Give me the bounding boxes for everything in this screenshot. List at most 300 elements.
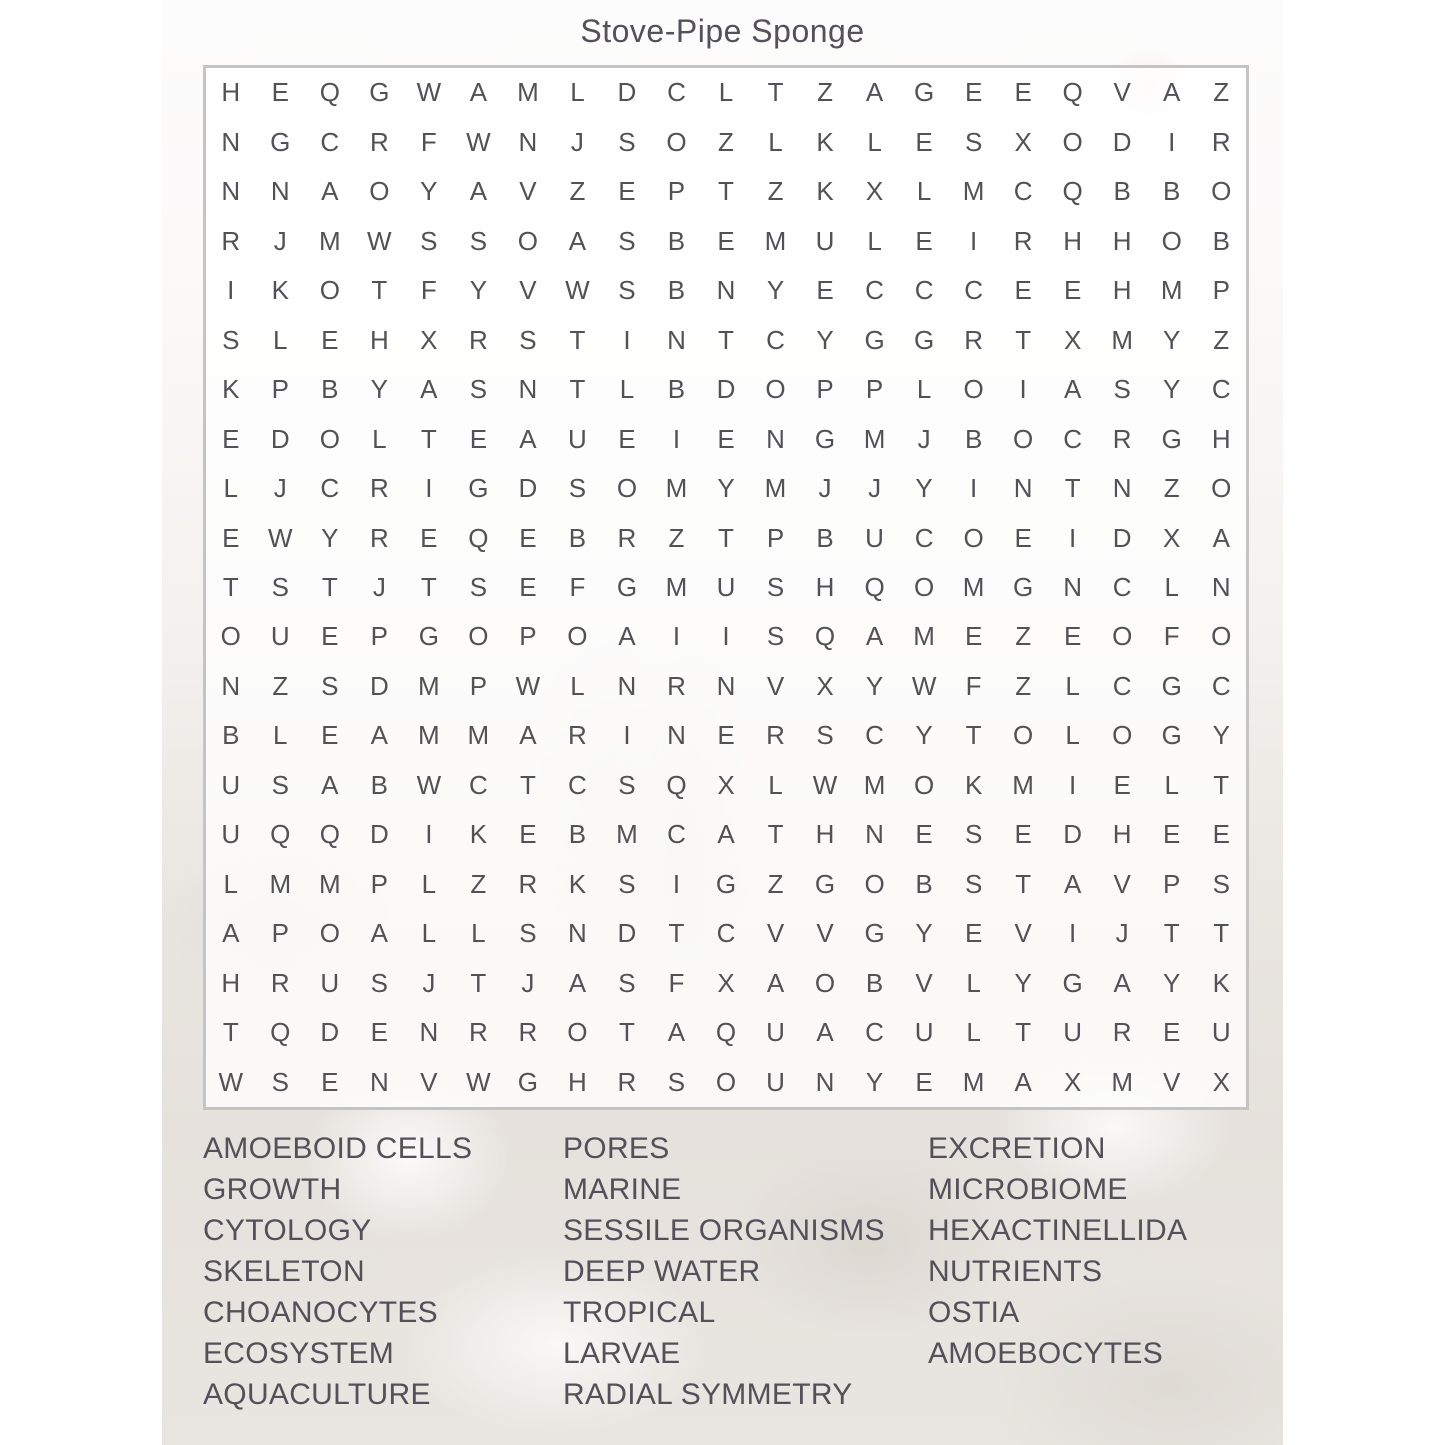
grid-letter: H: [369, 324, 389, 355]
grid-letter: S: [618, 967, 636, 998]
grid-letter: B: [222, 720, 240, 751]
grid-letter: E: [915, 126, 933, 157]
grid-letter: M: [418, 670, 440, 701]
grid-letter: R: [518, 1017, 538, 1048]
grid-letter: E: [717, 225, 735, 256]
grid-letter: R: [468, 324, 488, 355]
grid-letter: G: [418, 621, 439, 652]
grid-letter: G: [1161, 720, 1182, 751]
grid-letter: M: [517, 77, 539, 108]
grid-letter: W: [565, 275, 590, 306]
grid-letter: N: [221, 176, 241, 207]
grid-letter: I: [672, 621, 681, 652]
grid-letter: W: [911, 670, 937, 701]
grid-letter: M: [616, 819, 638, 850]
word-list-item: MICROBIOME: [928, 1173, 1128, 1206]
grid-letter: U: [766, 1017, 785, 1048]
grid-letter: L: [916, 374, 932, 405]
grid-letter: Y: [766, 275, 785, 306]
grid-letter: D: [270, 423, 290, 454]
grid-letter: S: [667, 1066, 686, 1097]
word-list-item: DEEP WATER: [563, 1255, 761, 1288]
word-list-item: RADIAL SYMMETRY: [563, 1378, 853, 1411]
grid-letter: D: [369, 670, 389, 701]
grid-letter: E: [222, 522, 240, 553]
grid-letter: P: [271, 374, 289, 405]
grid-letter: R: [221, 225, 241, 256]
grid-letter: J: [521, 967, 535, 998]
grid-letter: A: [717, 819, 735, 850]
grid-letter: L: [916, 176, 932, 207]
grid-letter: C: [865, 275, 884, 306]
grid-letter: H: [1211, 423, 1231, 454]
grid-letter: Y: [1212, 720, 1230, 751]
grid-letter: K: [1212, 967, 1230, 998]
grid-letter: L: [421, 868, 437, 899]
grid-letter: S: [766, 571, 785, 602]
grid-letter: G: [1062, 967, 1083, 998]
grid-letter: D: [1112, 522, 1132, 553]
grid-letter: A: [519, 720, 537, 751]
grid-letter: G: [616, 571, 638, 602]
grid-letter: J: [818, 473, 832, 504]
grid-letter: L: [223, 473, 238, 504]
puzzle-title: Stove-Pipe Sponge: [580, 13, 865, 49]
grid-letter: M: [318, 225, 341, 256]
grid-letter: J: [372, 571, 386, 602]
grid-letter: G: [913, 324, 935, 355]
grid-letter: C: [1063, 423, 1083, 454]
grid-letter: Y: [420, 176, 438, 207]
grid-letter: Q: [270, 1017, 291, 1048]
grid-letter: D: [1063, 819, 1083, 850]
grid-letter: K: [816, 126, 834, 157]
grid-letter: J: [868, 473, 882, 504]
grid-letter: Z: [767, 176, 784, 207]
grid-letter: A: [370, 720, 388, 751]
grid-letter: U: [320, 967, 340, 998]
word-list-item: OSTIA: [928, 1296, 1020, 1329]
grid-letter: A: [816, 1017, 834, 1048]
word-search-grid: [203, 65, 1249, 1110]
grid-letter: T: [1163, 918, 1180, 949]
grid-letter: V: [1163, 1066, 1181, 1097]
grid-letter: W: [367, 225, 392, 256]
grid-letter: P: [469, 670, 488, 701]
grid-letter: A: [519, 423, 537, 454]
grid-letter: O: [1211, 176, 1232, 207]
grid-letter: A: [865, 621, 884, 652]
grid-letter: O: [913, 571, 935, 602]
grid-letter: C: [914, 522, 934, 553]
grid-letter: K: [964, 769, 983, 800]
grid-letter: B: [667, 275, 686, 306]
grid-letter: I: [1168, 126, 1176, 157]
grid-letter: C: [568, 769, 587, 800]
grid-letter: A: [370, 918, 388, 949]
grid-letter: C: [1013, 176, 1033, 207]
grid-letter: G: [270, 126, 291, 157]
grid-letter: A: [865, 77, 884, 108]
grid-letter: M: [1111, 324, 1134, 355]
grid-letter: S: [469, 374, 488, 405]
grid-letter: M: [665, 473, 688, 504]
grid-letter: F: [420, 275, 437, 306]
grid-letter: V: [1014, 918, 1032, 949]
grid-letter: I: [1069, 918, 1077, 949]
grid-letter: S: [321, 670, 339, 701]
grid-letter: N: [270, 176, 290, 207]
grid-letter: H: [815, 819, 835, 850]
grid-letter: O: [1013, 720, 1034, 751]
grid-letter: U: [1063, 1017, 1083, 1048]
word-list-item: NUTRIENTS: [928, 1255, 1103, 1288]
grid-letter: I: [1069, 769, 1077, 800]
word-list-item: MARINE: [563, 1173, 682, 1206]
grid-letter: D: [518, 473, 538, 504]
grid-letter: M: [467, 720, 490, 751]
grid-letter: O: [1211, 621, 1232, 652]
grid-letter: S: [271, 1066, 289, 1097]
grid-letter: E: [1163, 1017, 1181, 1048]
grid-letter: S: [816, 720, 834, 751]
grid-letter: O: [1013, 423, 1034, 454]
grid-letter: P: [271, 918, 289, 949]
grid-letter: L: [223, 868, 238, 899]
grid-letter: A: [568, 225, 587, 256]
grid-letter: R: [617, 522, 637, 553]
grid-letter: D: [716, 374, 736, 405]
grid-letter: N: [518, 126, 538, 157]
grid-letter: T: [1213, 918, 1230, 949]
grid-letter: Z: [668, 522, 685, 553]
grid-letter: E: [618, 176, 636, 207]
grid-letter: T: [718, 324, 734, 355]
grid-letter: O: [715, 1066, 737, 1097]
grid-letter: S: [568, 473, 587, 504]
grid-letter: G: [1161, 423, 1182, 454]
word-list-item: AQUACULTURE: [203, 1378, 431, 1411]
grid-letter: Y: [865, 1066, 884, 1097]
grid-letter: J: [570, 126, 584, 157]
grid-letter: L: [273, 324, 288, 355]
grid-letter: N: [815, 1066, 835, 1097]
grid-letter: T: [668, 918, 685, 949]
grid-letter: E: [1014, 77, 1032, 108]
word-list-column: [563, 1128, 885, 1415]
grid-letter: V: [519, 176, 537, 207]
grid-letter: B: [667, 374, 686, 405]
grid-letter: L: [619, 374, 635, 405]
grid-letter: A: [568, 967, 587, 998]
grid-letter: C: [716, 918, 736, 949]
word-list-item: TROPICAL: [563, 1296, 716, 1329]
grid-letter: L: [1065, 720, 1080, 751]
grid-letter: N: [369, 1066, 389, 1097]
grid-letter: C: [320, 473, 340, 504]
grid-letter: S: [766, 621, 785, 652]
grid-letter: E: [915, 819, 933, 850]
word-list-item: HEXACTINELLIDA: [928, 1214, 1188, 1247]
grid-letter: P: [766, 522, 785, 553]
grid-letter: E: [1014, 819, 1032, 850]
grid-letter: S: [964, 868, 983, 899]
grid-letter: B: [568, 819, 587, 850]
grid-letter: N: [1211, 571, 1231, 602]
grid-letter: X: [1163, 522, 1181, 553]
grid-letter: Y: [1163, 324, 1181, 355]
grid-letter: E: [321, 621, 339, 652]
grid-letter: K: [271, 275, 289, 306]
grid-letter: X: [1063, 1066, 1082, 1097]
grid-letter: E: [1063, 621, 1082, 652]
grid-letter: D: [1112, 126, 1132, 157]
grid-letter: B: [865, 967, 884, 998]
grid-letter: Y: [915, 473, 933, 504]
grid-letter: L: [768, 126, 783, 157]
grid-letter: G: [369, 77, 390, 108]
grid-letter: L: [570, 77, 585, 108]
grid-letter: B: [1212, 225, 1230, 256]
grid-letter: I: [623, 720, 631, 751]
grid-letter: M: [1012, 769, 1034, 800]
grid-letter: N: [1063, 571, 1083, 602]
grid-letter: O: [864, 868, 885, 899]
grid-letter: E: [469, 423, 488, 454]
grid-letter: Z: [1015, 621, 1032, 652]
grid-letter: V: [1113, 868, 1131, 899]
grid-letter: L: [372, 423, 387, 454]
grid-letter: B: [816, 522, 834, 553]
grid-letter: E: [222, 423, 240, 454]
grid-letter: M: [764, 473, 787, 504]
grid-letter: T: [569, 374, 586, 405]
grid-letter: I: [623, 324, 631, 355]
grid-letter: C: [1112, 670, 1132, 701]
grid-letter: W: [416, 77, 442, 108]
grid-letter: A: [667, 1017, 686, 1048]
grid-letter: N: [221, 670, 241, 701]
grid-letter: T: [619, 1017, 635, 1048]
word-list-item: CYTOLOGY: [203, 1214, 372, 1247]
word-list-item: AMOEBOCYTES: [928, 1337, 1164, 1370]
grid-letter: S: [618, 225, 636, 256]
grid-letter: R: [1211, 126, 1231, 157]
grid-letter: V: [766, 670, 785, 701]
grid-letter: X: [865, 176, 884, 207]
grid-letter: Z: [470, 868, 487, 899]
grid-letter: N: [221, 126, 241, 157]
grid-letter: N: [667, 720, 686, 751]
grid-letter: V: [816, 918, 834, 949]
grid-letter: D: [617, 77, 637, 108]
grid-letter: K: [816, 176, 834, 207]
grid-letter: H: [1112, 819, 1132, 850]
grid-letter: I: [722, 621, 730, 652]
grid-letter: R: [369, 473, 389, 504]
grid-letter: H: [815, 571, 835, 602]
grid-letter: R: [1112, 423, 1132, 454]
grid-letter: A: [420, 374, 438, 405]
grid-letter: F: [420, 126, 437, 157]
grid-letter: V: [420, 1066, 438, 1097]
grid-letter: L: [966, 967, 981, 998]
grid-letter: U: [766, 1066, 785, 1097]
grid-letter: P: [1163, 868, 1181, 899]
grid-letter: C: [865, 1017, 884, 1048]
grid-letter: G: [1161, 670, 1182, 701]
grid-letter: T: [222, 571, 239, 602]
grid-letter: X: [816, 670, 834, 701]
word-list-item: SESSILE ORGANISMS: [563, 1214, 885, 1247]
grid-letter: Z: [569, 176, 586, 207]
grid-letter: M: [418, 720, 440, 751]
grid-letter: Y: [915, 918, 933, 949]
grid-letter: I: [969, 473, 978, 504]
grid-letter: C: [766, 324, 785, 355]
grid-letter: Q: [715, 1017, 737, 1048]
grid-letter: T: [1213, 769, 1230, 800]
grid-letter: Q: [666, 769, 687, 800]
grid-letter: L: [1164, 769, 1179, 800]
grid-letter: E: [915, 1066, 933, 1097]
grid-letter: A: [469, 77, 488, 108]
grid-letter: B: [667, 225, 686, 256]
word-list-item: PORES: [563, 1132, 670, 1165]
grid-letter: U: [568, 423, 587, 454]
grid-letter: L: [1164, 571, 1179, 602]
grid-letter: L: [421, 918, 437, 949]
grid-letter: E: [420, 522, 438, 553]
grid-letter: A: [321, 176, 339, 207]
grid-letter: M: [318, 868, 341, 899]
grid-letter: Z: [817, 77, 833, 108]
grid-letter: T: [767, 77, 784, 108]
grid-letter: A: [222, 918, 240, 949]
grid-letter: P: [370, 621, 388, 652]
grid-letter: T: [519, 769, 536, 800]
grid-letter: L: [471, 918, 486, 949]
grid-letter: E: [370, 1017, 388, 1048]
grid-letter: X: [1212, 1066, 1230, 1097]
grid-letter: R: [617, 1066, 637, 1097]
grid-letter: O: [913, 769, 935, 800]
grid-letter: P: [816, 374, 834, 405]
grid-letter: M: [269, 868, 292, 899]
grid-letter: T: [470, 967, 487, 998]
grid-letter: C: [964, 275, 983, 306]
grid-letter: E: [964, 77, 983, 108]
grid-letter: K: [568, 868, 587, 899]
grid-letter: Q: [864, 571, 885, 602]
grid-letter: Y: [1163, 967, 1181, 998]
grid-letter: H: [221, 967, 241, 998]
grid-letter: L: [768, 769, 783, 800]
grid-letter: S: [964, 126, 983, 157]
grid-letter: U: [1211, 1017, 1231, 1048]
grid-letter: S: [1113, 374, 1131, 405]
grid-letter: L: [867, 225, 882, 256]
grid-letter: L: [718, 77, 734, 108]
grid-letter: L: [273, 720, 288, 751]
grid-letter: S: [469, 571, 488, 602]
grid-letter: S: [271, 769, 289, 800]
grid-letter: S: [964, 819, 983, 850]
grid-letter: T: [420, 571, 437, 602]
grid-letter: S: [618, 868, 636, 899]
grid-letter: E: [964, 918, 983, 949]
grid-letter: O: [319, 275, 340, 306]
grid-letter: G: [814, 423, 836, 454]
grid-letter: Z: [1213, 324, 1230, 355]
grid-letter: I: [425, 819, 433, 850]
grid-letter: O: [220, 621, 241, 652]
grid-letter: N: [419, 1017, 439, 1048]
grid-letter: B: [370, 769, 388, 800]
word-list-item: ECOSYSTEM: [203, 1337, 395, 1370]
grid-letter: W: [416, 769, 442, 800]
grid-letter: R: [1112, 1017, 1132, 1048]
grid-letter: G: [864, 918, 885, 949]
grid-letter: N: [568, 918, 587, 949]
grid-letter: S: [1212, 868, 1230, 899]
grid-letter: R: [468, 1017, 488, 1048]
grid-letter: C: [1211, 670, 1231, 701]
background-photo: [162, 0, 1283, 1445]
word-list-column: [928, 1128, 1187, 1374]
grid-letter: K: [469, 819, 488, 850]
grid-letter: E: [1212, 819, 1230, 850]
grid-letter: Z: [1213, 77, 1230, 108]
grid-letter: M: [1160, 275, 1183, 306]
grid-letter: N: [518, 374, 538, 405]
grid-letter: C: [667, 77, 686, 108]
word-list-item: SKELETON: [203, 1255, 365, 1288]
grid-letter: R: [369, 126, 389, 157]
grid-letter: Z: [272, 670, 289, 701]
grid-letter: Q: [1062, 176, 1083, 207]
grid-letter: M: [962, 176, 985, 207]
grid-letter: S: [222, 324, 240, 355]
grid-letter: W: [466, 1066, 491, 1097]
grid-letter: O: [1112, 720, 1133, 751]
grid-letter: H: [1112, 275, 1132, 306]
grid-letter: R: [568, 720, 587, 751]
grid-letter: V: [519, 275, 537, 306]
grid-letter: S: [618, 275, 636, 306]
grid-letter: M: [863, 769, 886, 800]
grid-letter: N: [716, 670, 736, 701]
grid-letter: L: [867, 126, 882, 157]
grid-letter: M: [913, 621, 935, 652]
grid-letter: E: [1163, 819, 1181, 850]
grid-letter: A: [1063, 868, 1082, 899]
grid-letter: R: [1013, 225, 1033, 256]
grid-letter: V: [766, 918, 785, 949]
grid-letter: A: [321, 769, 339, 800]
grid-letter: O: [616, 473, 638, 504]
grid-letter: C: [320, 126, 340, 157]
grid-letter: Z: [1163, 473, 1180, 504]
grid-letter: U: [716, 571, 736, 602]
grid-letter: P: [667, 176, 686, 207]
grid-letter: A: [1113, 967, 1131, 998]
grid-letter: O: [319, 423, 340, 454]
grid-letter: T: [1015, 324, 1032, 355]
grid-letter: A: [469, 176, 488, 207]
grid-letter: A: [1212, 522, 1230, 553]
grid-letter: O: [517, 225, 539, 256]
